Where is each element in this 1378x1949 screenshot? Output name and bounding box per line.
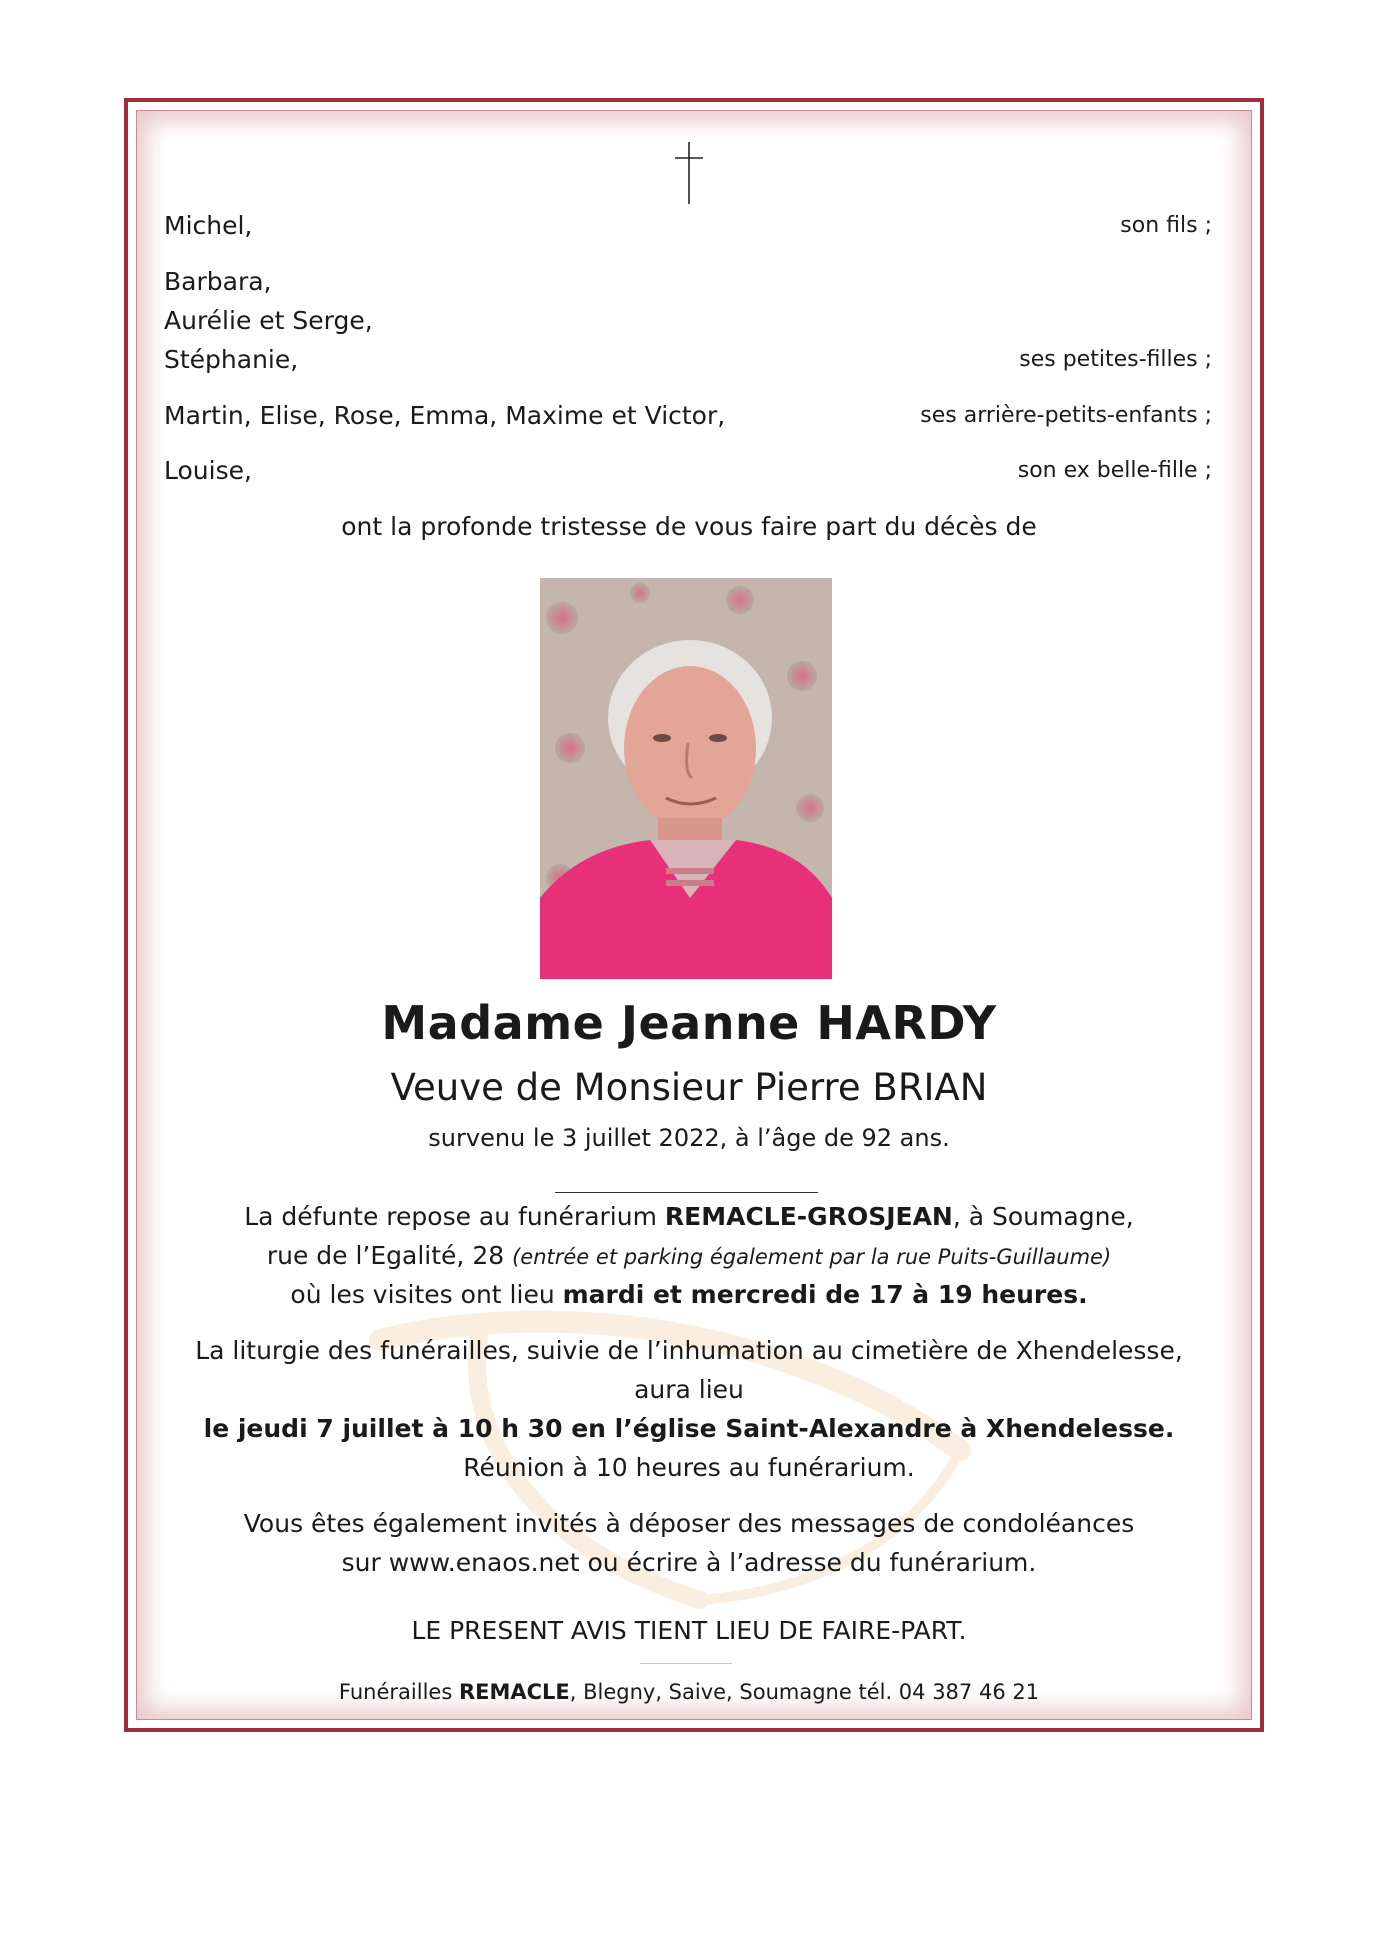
visitation-line-3 [144,1280,1234,1309]
parking-note: (entrée et parking également par la rue Puits-Guillaume) [512,1245,1112,1269]
announcement-text: ont la profonde tristesse de vous faire part du décès de [341,512,1037,541]
granddaughter-3: Stéphanie, [164,345,299,374]
footer-company: REMACLE [458,1680,570,1704]
widow-of: Veuve de Monsieur Pierre BRIAN [390,1066,988,1109]
footer-text-a: Funérailles [338,1680,459,1704]
son-name: Michel, [164,211,253,240]
visitation-line-1 [144,1202,1234,1231]
visitation-text-1a: La défunte repose au funérarium [244,1202,665,1231]
cross-icon [656,140,722,206]
visitation-text-1c: , à Soumagne, [952,1202,1134,1231]
granddaughter-2: Aurélie et Serge, [164,306,373,335]
son-relation: son fils ; [1120,213,1212,238]
great-grandchildren-names: Martin, Elise, Rose, Emma, Maxime et Victor, [164,401,726,430]
visitation-line-2 [144,1241,1234,1270]
separator-line [555,1192,818,1193]
footer-text-c: , Blegny, Saive, Soumagne tél. 04 387 46 21 [569,1680,1040,1704]
address-text: rue de l’Egalité, 28 [266,1241,513,1270]
deceased-name: Madame Jeanne HARDY [381,996,997,1050]
footer-separator [640,1663,732,1664]
liturgy-line-2: aura lieu [634,1375,744,1404]
death-details: survenu le 3 juillet 2022, à l’âge de 92 ans. [428,1124,950,1152]
great-grandchildren-relation: ses arrière-petits-enfants ; [920,403,1212,428]
liturgy-line-1: La liturgie des funérailles, suivie de l’inhumation au cimetière de Xhendelesse, [195,1336,1183,1365]
daughter-in-law-relation: son ex belle-fille ; [1017,458,1212,483]
visits-hours: mardi et mercredi de 17 à 19 heures. [562,1280,1088,1309]
condolences-line-1: Vous êtes également invités à déposer des messages de condoléances [243,1509,1135,1538]
visits-text: où les visites ont lieu [290,1280,563,1309]
daughter-in-law-name: Louise, [164,456,252,485]
condolences-line-2: sur www.enaos.net ou écrire à l’adresse du funérarium. [341,1548,1037,1577]
portrait-photo [540,578,832,979]
granddaughter-1: Barbara, [164,267,272,296]
liturgy-line-3: le jeudi 7 juillet à 10 h 30 en l’église Saint-Alexandre à Xhendelesse. [203,1414,1175,1443]
footer-line [144,1680,1234,1704]
liturgy-line-4: Réunion à 10 heures au funérarium. [463,1453,915,1482]
funeral-home-name: REMACLE-GROSJEAN [664,1202,953,1231]
notice-text: LE PRESENT AVIS TIENT LIEU DE FAIRE-PART. [411,1616,967,1645]
granddaughters-relation: ses petites-filles ; [1019,347,1212,372]
